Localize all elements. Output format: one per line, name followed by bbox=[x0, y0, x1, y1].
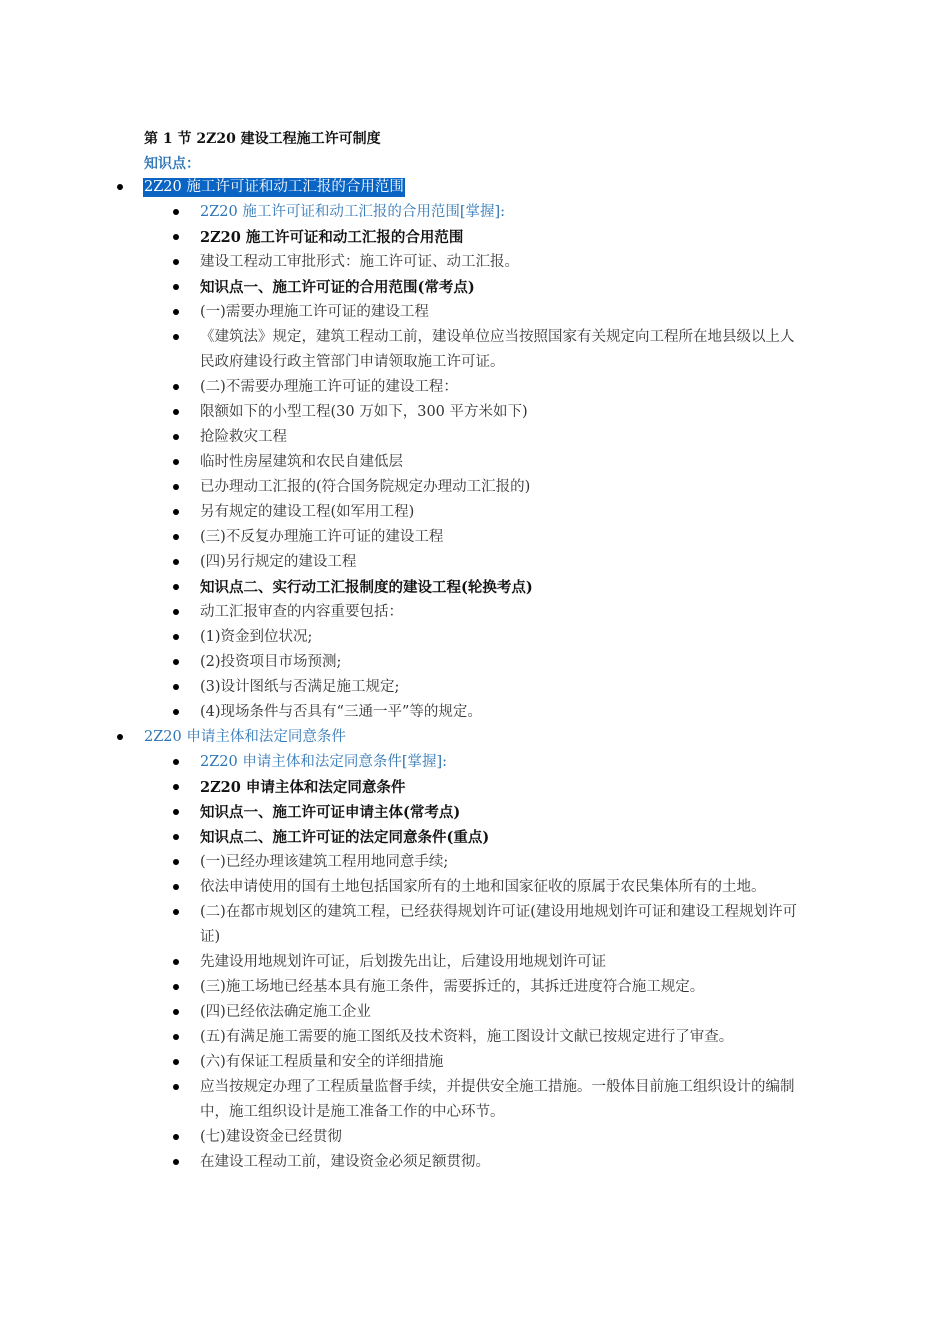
list-item-text: 2Z20 申请主体和法定同意条件[掌握]: bbox=[200, 754, 448, 770]
bullet-icon bbox=[173, 1134, 179, 1140]
list-item bbox=[200, 325, 800, 375]
list-item bbox=[200, 225, 800, 250]
list-item-text: 知识点一、施工许可证的合用范围(常考点) bbox=[200, 279, 475, 296]
list-item-text: 已办理动工汇报的(符合国务院规定办理动工汇报的) bbox=[200, 479, 531, 495]
section-link[interactable] bbox=[143, 725, 950, 750]
list-item bbox=[200, 900, 800, 950]
bullet-icon bbox=[173, 1059, 179, 1065]
list-item-text: 另有规定的建设工程(如军用工程) bbox=[200, 504, 415, 520]
bullet-icon bbox=[173, 1159, 179, 1165]
list-item-text: 2Z20 申请主体和法定同意条件 bbox=[200, 779, 406, 796]
list-item-text: (4)现场条件与否具有“三通一平”等的规定。 bbox=[200, 704, 482, 720]
list-item bbox=[200, 950, 800, 975]
section-item bbox=[0, 725, 950, 1175]
list-item bbox=[200, 800, 800, 825]
list-item bbox=[200, 1000, 800, 1025]
list-item bbox=[200, 1075, 800, 1125]
bullet-icon bbox=[173, 434, 179, 440]
list-item-text: 在建设工程动工前，建设资金必须足额贯彻。 bbox=[200, 1154, 490, 1170]
list-item bbox=[200, 375, 800, 400]
list-item bbox=[200, 550, 800, 575]
bullet-icon bbox=[173, 834, 179, 840]
bullet-icon bbox=[173, 484, 179, 490]
list-item-text: 建设工程动工审批形式：施工许可证、动工汇报。 bbox=[200, 254, 519, 270]
bullet-icon bbox=[173, 309, 179, 315]
knowledge-points-label: 知识点： bbox=[144, 156, 200, 172]
list-item-text: 知识点二、实行动工汇报制度的建设工程(轮换考点) bbox=[200, 579, 533, 596]
list-item-text: 2Z20 施工许可证和动工汇报的合用范围 bbox=[200, 229, 464, 246]
bullet-icon bbox=[173, 709, 179, 715]
list-item-text: 限额如下的小型工程(30 万如下，300 平方米如下) bbox=[200, 404, 528, 420]
list-item-text: (一)需要办理施工许可证的建设工程 bbox=[200, 304, 429, 320]
bullet-icon bbox=[173, 334, 179, 340]
bullet-icon bbox=[173, 209, 179, 215]
list-item-text: (二)不需要办理施工许可证的建设工程： bbox=[200, 379, 458, 395]
bullet-icon bbox=[117, 734, 123, 740]
list-item-text: 临时性房屋建筑和农民自建低层 bbox=[200, 454, 403, 470]
bullet-icon bbox=[173, 1009, 179, 1015]
bullet-icon bbox=[173, 759, 179, 765]
list-item-text: (三)不反复办理施工许可证的建设工程 bbox=[200, 529, 444, 545]
list-item-text: 依法申请使用的国有土地包括国家所有的土地和国家征收的原属于农民集体所有的土地。 bbox=[200, 879, 766, 895]
list-item-text: (五)有满足施工需要的施工图纸及技术资料，施工图设计文献已按规定进行了审查。 bbox=[200, 1029, 734, 1045]
list-item-text: (四)另行规定的建设工程 bbox=[200, 554, 357, 570]
list-item[interactable] bbox=[200, 200, 800, 225]
bullet-icon bbox=[173, 234, 179, 240]
bullet-icon bbox=[173, 384, 179, 390]
bullet-icon bbox=[173, 459, 179, 465]
bullet-icon bbox=[173, 809, 179, 815]
list-item bbox=[200, 625, 800, 650]
item-list bbox=[143, 200, 950, 725]
bullet-icon bbox=[173, 559, 179, 565]
bullet-icon bbox=[173, 409, 179, 415]
list-item bbox=[200, 700, 800, 725]
list-item bbox=[200, 300, 800, 325]
list-item-text: 抢险救灾工程 bbox=[200, 429, 287, 445]
list-item-text: (六)有保证工程质量和安全的详细措施 bbox=[200, 1054, 444, 1070]
section-title: 2Z20 申请主体和法定同意条件 bbox=[144, 729, 346, 745]
bullet-icon bbox=[173, 659, 179, 665]
bullet-icon bbox=[173, 909, 179, 915]
section-title: 2Z20 施工许可证和动工汇报的合用范围 bbox=[144, 179, 404, 195]
list-item bbox=[200, 825, 800, 850]
list-item bbox=[200, 275, 800, 300]
list-item bbox=[200, 1150, 800, 1175]
list-item bbox=[200, 875, 800, 900]
list-item-text: (1)资金到位状况; bbox=[200, 629, 313, 645]
list-item bbox=[200, 450, 800, 475]
bullet-icon bbox=[173, 859, 179, 865]
list-item-text: (3)设计图纸与否满足施工规定; bbox=[200, 679, 400, 695]
bullet-icon bbox=[173, 684, 179, 690]
list-item bbox=[200, 1050, 800, 1075]
bullet-icon bbox=[173, 1034, 179, 1040]
section-item bbox=[0, 175, 950, 725]
item-list bbox=[143, 750, 950, 1175]
list-item-text: 知识点一、施工许可证申请主体(常考点) bbox=[200, 804, 461, 821]
list-item bbox=[200, 400, 800, 425]
bullet-icon bbox=[173, 784, 179, 790]
list-item bbox=[200, 1025, 800, 1050]
list-item bbox=[200, 425, 800, 450]
list-item-text: (四)已经依法确定施工企业 bbox=[200, 1004, 371, 1020]
list-item-text: (二)在都市规划区的建筑工程，已经获得规划许可证(建设用地规划许可证和建设工程规划许可证) bbox=[200, 904, 797, 945]
list-item bbox=[200, 525, 800, 550]
list-item-text: (一)已经办理该建筑工程用地同意手续; bbox=[200, 854, 449, 870]
section-link[interactable] bbox=[143, 175, 950, 200]
list-item-text: 动工汇报审查的内容重要包括： bbox=[200, 604, 403, 620]
list-item bbox=[200, 250, 800, 275]
bullet-icon bbox=[173, 1084, 179, 1090]
list-item bbox=[200, 650, 800, 675]
list-item[interactable] bbox=[200, 750, 800, 775]
list-item bbox=[200, 575, 800, 600]
bullet-icon bbox=[117, 184, 123, 190]
list-item-text: (七)建设资金已经贯彻 bbox=[200, 1129, 342, 1145]
list-item bbox=[200, 475, 800, 500]
bullet-icon bbox=[173, 584, 179, 590]
section-list bbox=[0, 175, 950, 1175]
list-item bbox=[200, 500, 800, 525]
list-item bbox=[200, 1125, 800, 1150]
list-item-text: 知识点二、施工许可证的法定同意条件(重点) bbox=[200, 829, 490, 846]
list-item-text: 先建设用地规划许可证，后划拨先出让，后建设用地规划许可证 bbox=[200, 954, 606, 970]
bullet-icon bbox=[173, 984, 179, 990]
bullet-icon bbox=[173, 284, 179, 290]
bullet-icon bbox=[173, 884, 179, 890]
list-item bbox=[200, 600, 800, 625]
list-item-text: 2Z20 施工许可证和动工汇报的合用范围[掌握]: bbox=[200, 204, 506, 220]
list-item bbox=[200, 850, 800, 875]
list-item-text: (三)施工场地已经基本具有施工条件，需要拆迁的，其拆迁进度符合施工规定。 bbox=[200, 979, 705, 995]
bullet-icon bbox=[173, 534, 179, 540]
list-item bbox=[200, 675, 800, 700]
bullet-icon bbox=[173, 509, 179, 515]
bullet-icon bbox=[173, 609, 179, 615]
bullet-icon bbox=[173, 259, 179, 265]
section-heading: 第 1 节 2Z20 建设工程施工许可制度 bbox=[144, 131, 381, 147]
bullet-icon bbox=[173, 959, 179, 965]
list-item bbox=[200, 975, 800, 1000]
list-item bbox=[200, 775, 800, 800]
list-item-text: 《建筑法》规定，建筑工程动工前，建设单位应当按照国家有关规定向工程所在地县级以上人民政府建设行政主管部门申请领取施工许可证。 bbox=[200, 329, 795, 370]
list-item-text: 应当按规定办理了工程质量监督手续，并提供安全施工措施。一般体目前施工组织设计的编制中，施工组织设计是施工准备工作的中心环节。 bbox=[200, 1079, 795, 1120]
list-item-text: (2)投资项目市场预测; bbox=[200, 654, 342, 670]
bullet-icon bbox=[173, 634, 179, 640]
